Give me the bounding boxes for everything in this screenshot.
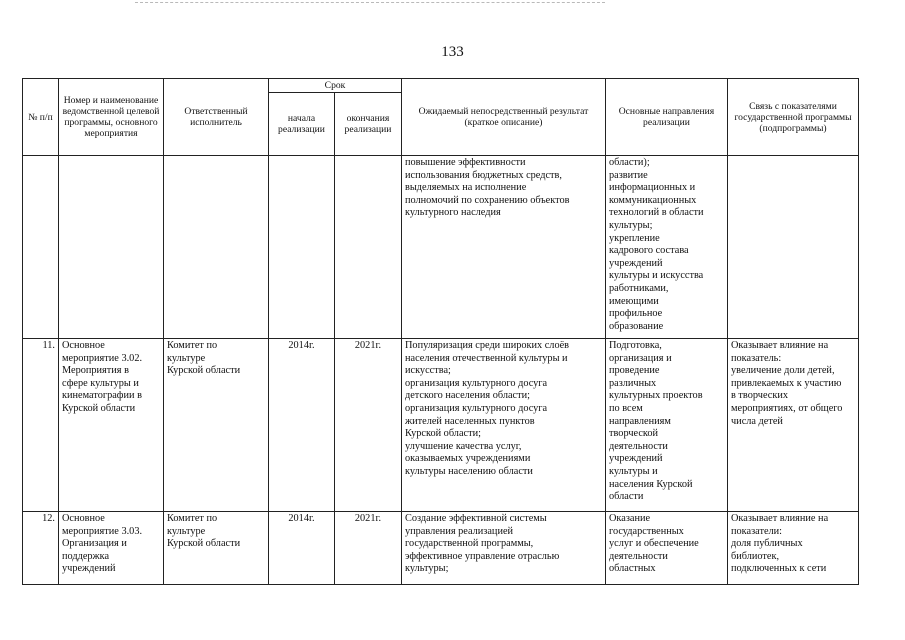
cell-directions: области); развитие информационных и коммуникационных технологий в области культуры; укрепление кадрового состава учреждений культуры и искусства работниками, имеющими профильное образование: [606, 156, 728, 339]
header-result: Ожидаемый непосредственный результат (краткое описание): [402, 79, 606, 156]
cell-start: 2014г.: [269, 339, 335, 512]
table-row: [23, 512, 859, 585]
table-row: [23, 156, 859, 339]
header-directions: Основные направления реализации: [606, 79, 728, 156]
cell-no: 11.: [23, 339, 59, 512]
cell-directions: Подготовка, организация и проведение различных культурных проектов по всем направлениям творческой деятельности учреждений культуры и населения Курской области: [606, 339, 728, 512]
cell-result: Создание эффективной системы управления реализацией государственной программы, эффективное управление отраслью культуры;: [402, 512, 606, 585]
cell-end: 2021г.: [335, 512, 402, 585]
cell-end: [335, 156, 402, 339]
cell-directions: Оказание государственных услуг и обеспечение деятельности областных: [606, 512, 728, 585]
cell-link: [728, 156, 859, 339]
cell-link: Оказывает влияние на показатель: увеличение доли детей, привлекаемых к участию в творческих мероприятиях, от общего числа детей: [728, 339, 859, 512]
table-row: [23, 339, 859, 512]
cell-result: повышение эффективности использования бюджетных средств, выделяемых на исполнение полномочий по сохранению объектов культурного наследия: [402, 156, 606, 339]
cell-result: Популяризация среди широких слоёв населения отечественной культуры и искусства; организация культурного досуга детского населения области; организация культурного досуга жителей населенных пунктов Курской области; улучшение качества услуг, оказываемых учреждениями культуры населению области: [402, 339, 606, 512]
cell-no: [23, 156, 59, 339]
header-link: Связь с показателями государственной программы (подпрограммы): [728, 79, 859, 156]
cell-start: 2014г.: [269, 512, 335, 585]
cell-start: [269, 156, 335, 339]
header-program: Номер и наименование ведомственной целевой программы, основного мероприятия: [59, 79, 164, 156]
header-end: окончания реализации: [335, 93, 402, 156]
cell-program: Основное мероприятие 3.02. Мероприятия в сфере культуры и кинематографии в Курской области: [59, 339, 164, 512]
header-term: Срок: [269, 79, 402, 93]
cell-program: [59, 156, 164, 339]
cell-link: Оказывает влияние на показатели: доля публичных библиотек, подключенных к сети: [728, 512, 859, 585]
cell-executor: Комитет по культуре Курской области: [164, 339, 269, 512]
cell-executor: [164, 156, 269, 339]
measures-table: [22, 78, 859, 585]
cell-no: 12.: [23, 512, 59, 585]
cell-end: 2021г.: [335, 339, 402, 512]
header-start: начала реализации: [269, 93, 335, 156]
header-no: № п/п: [23, 79, 59, 156]
cell-executor: Комитет по культуре Курской области: [164, 512, 269, 585]
cell-program: Основное мероприятие 3.03. Организация и поддержка учреждений: [59, 512, 164, 585]
page-number: 133: [441, 44, 464, 60]
scan-top-rule: [135, 2, 605, 3]
header-executor: Ответственный исполнитель: [164, 79, 269, 156]
